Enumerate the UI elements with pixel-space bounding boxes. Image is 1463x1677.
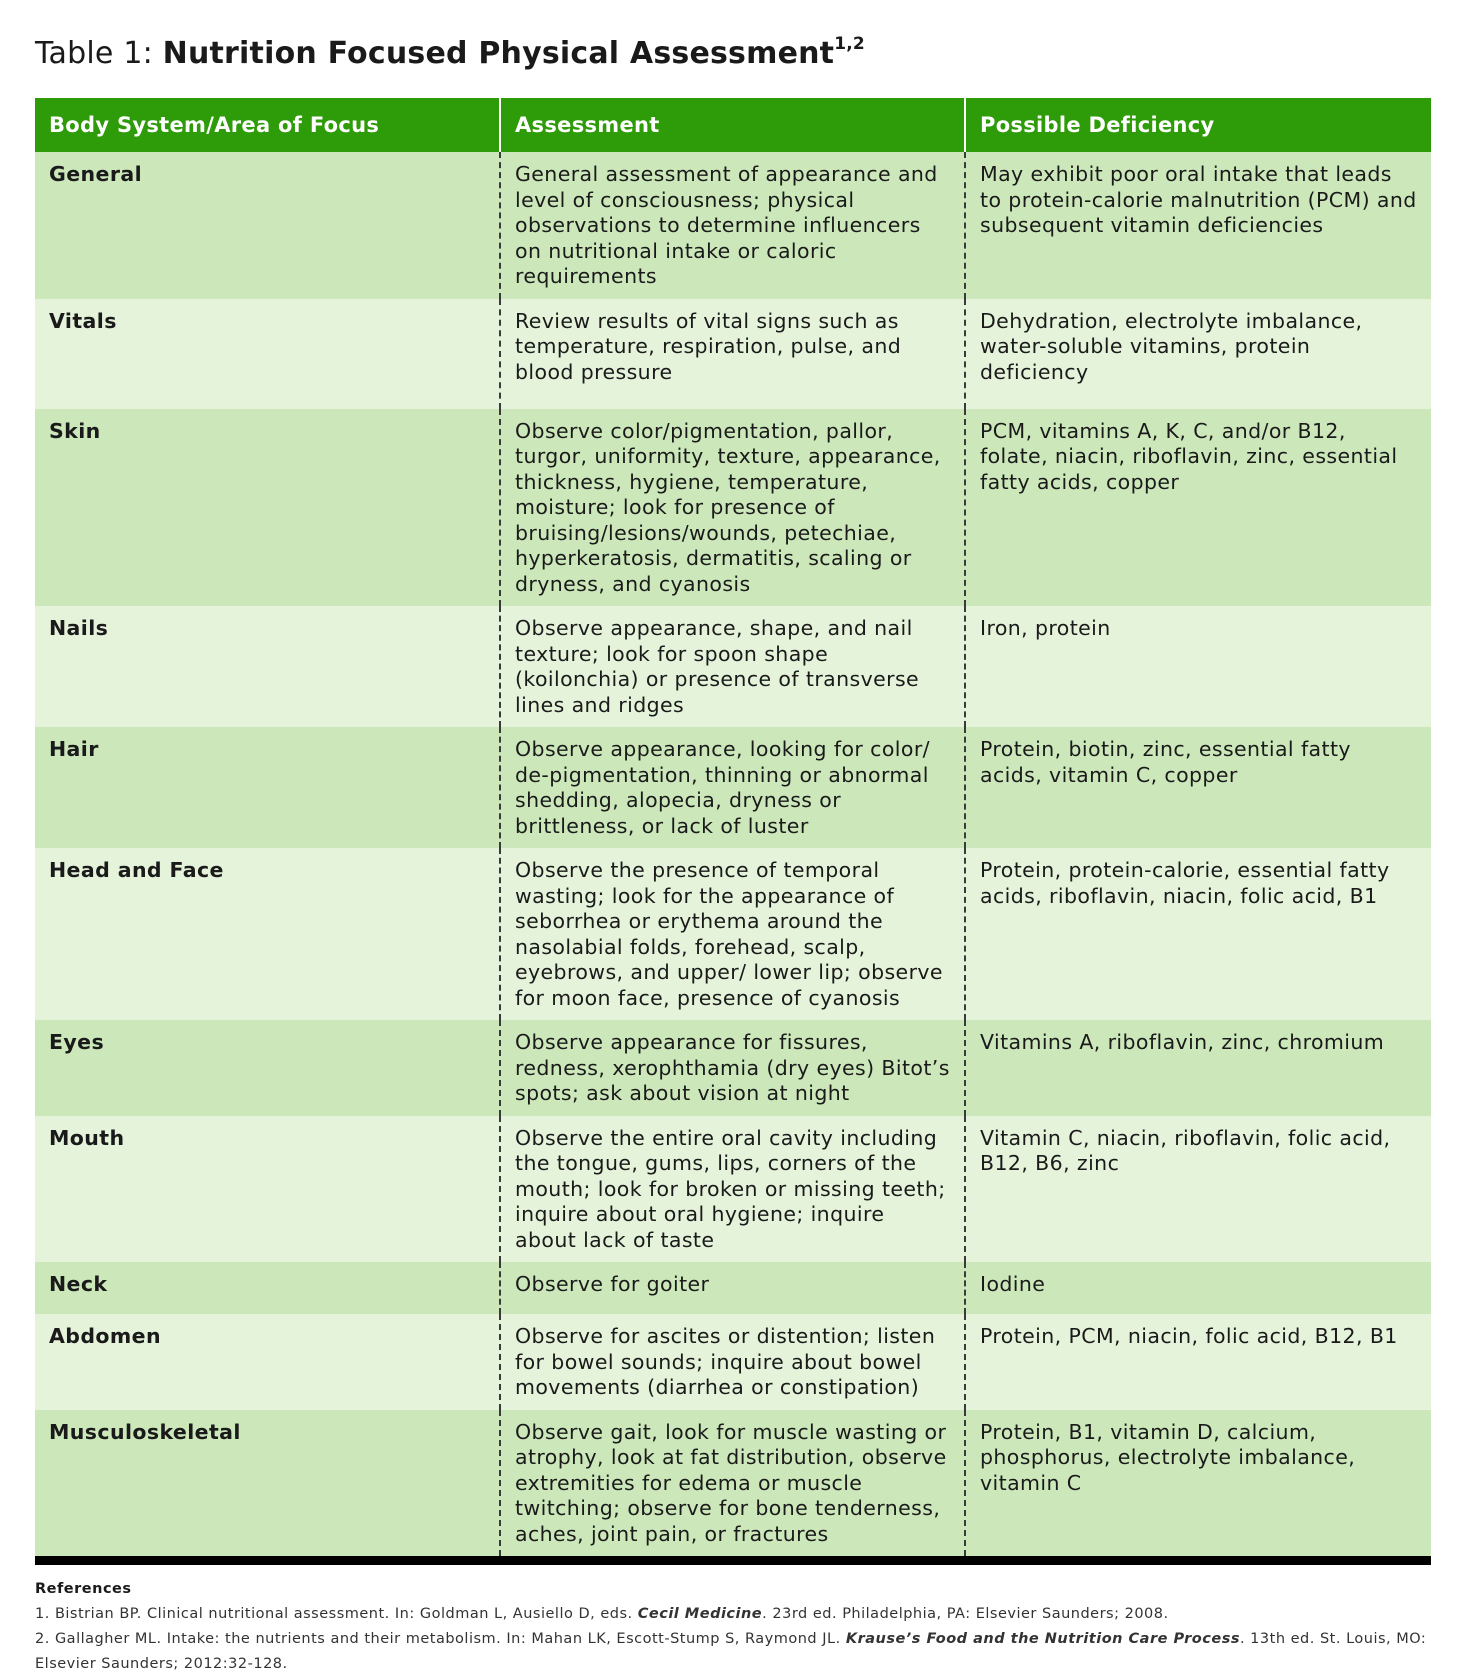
table-row — [35, 848, 1431, 1020]
page-title — [35, 34, 1431, 82]
area-cell: Eyes — [35, 1020, 500, 1116]
table-row — [35, 1410, 1431, 1561]
deficiency-cell: Protein, biotin, zinc, essential fatty acids, vitamin C, copper — [965, 727, 1431, 848]
assessment-cell: Observe for goiter — [500, 1262, 965, 1314]
assessment-cell: Observe color/pigmentation, pallor, turgor, uniformity, texture, appearance, thickness, hygiene, temperature, moisture; look for presence of bruising/lesions/wounds, petechiae, hyperkeratosis, dermatitis, scaling or dryness, and cyanosis — [500, 409, 965, 607]
area-cell: Head and Face — [35, 848, 500, 1020]
table-row — [35, 1262, 1431, 1314]
assessment-cell: Observe for ascites or distention; listen for bowel sounds; inquire about bowel movements (diarrhea or constipation) — [500, 1314, 965, 1410]
reference-text: 2. Gallagher ML. Intake: the nutrients and their metabolism. In: Mahan LK, Escott-Stump S, Raymond JL. — [35, 1631, 846, 1647]
header-deficiency: Possible Deficiency — [965, 98, 1431, 152]
reference-item — [35, 1627, 1431, 1677]
assessment-table — [35, 98, 1431, 1565]
references-section — [35, 1577, 1431, 1677]
references-heading: References — [35, 1581, 132, 1597]
deficiency-cell: PCM, vitamins A, K, C, and/or B12, folate, niacin, riboflavin, zinc, essential fatty acids, copper — [965, 409, 1431, 607]
table-row — [35, 1020, 1431, 1116]
area-cell: Abdomen — [35, 1314, 500, 1410]
assessment-cell: Observe appearance, looking for color/ de-pigmentation, thinning or abnormal shedding, alopecia, dryness or brittleness, or lack of luster — [500, 727, 965, 848]
header-assessment: Assessment — [500, 98, 965, 152]
reference-text: . 23rd ed. Philadelphia, PA: Elsevier Saunders; 2008. — [762, 1606, 1169, 1622]
assessment-cell: Observe the entire oral cavity including the tongue, gums, lips, corners of the mouth; look for broken or missing teeth; inquire about oral hygiene; inquire about lack of taste — [500, 1116, 965, 1263]
deficiency-cell: Vitamin C, niacin, riboflavin, folic acid, B12, B6, zinc — [965, 1116, 1431, 1263]
reference-title: Cecil Medicine — [637, 1606, 763, 1622]
title-superscript: 1,2 — [834, 34, 865, 54]
table-row — [35, 409, 1431, 607]
area-cell: Nails — [35, 606, 500, 727]
deficiency-cell: Dehydration, electrolyte imbalance, water-soluble vitamins, protein deficiency — [965, 299, 1431, 409]
deficiency-cell: Iodine — [965, 1262, 1431, 1314]
assessment-cell: Observe the presence of temporal wasting; look for the appearance of seborrhea or erythema around the nasolabial folds, forehead, scalp, eyebrows, and upper/ lower lip; observe for moon face, presence of cyanosis — [500, 848, 965, 1020]
area-cell: Skin — [35, 409, 500, 607]
assessment-cell: Review results of vital signs such as temperature, respiration, pulse, and blood pressure — [500, 299, 965, 409]
reference-text: . 13th ed. St. Louis, MO: Elsevier Saunders; 2012:32-128. — [35, 1631, 1427, 1672]
assessment-cell: General assessment of appearance and level of consciousness; physical observations to determine influencers on nutritional intake or caloric requirements — [500, 152, 965, 299]
table-header-row — [35, 98, 1431, 152]
area-cell: Vitals — [35, 299, 500, 409]
area-cell: Mouth — [35, 1116, 500, 1263]
deficiency-cell: Protein, B1, vitamin D, calcium, phosphorus, electrolyte imbalance, vitamin C — [965, 1410, 1431, 1561]
title-main: Nutrition Focused Physical Assessment — [162, 36, 835, 71]
area-cell: Musculoskeletal — [35, 1410, 500, 1561]
header-area: Body System/Area of Focus — [35, 98, 500, 152]
deficiency-cell: Iron, protein — [965, 606, 1431, 727]
table-row — [35, 152, 1431, 299]
table-row — [35, 606, 1431, 727]
reference-title: Krause’s Food and the Nutrition Care Process — [845, 1631, 1240, 1647]
reference-text: 1. Bistrian BP. Clinical nutritional assessment. In: Goldman L, Ausiello D, eds. — [35, 1606, 638, 1622]
reference-item — [35, 1602, 1431, 1627]
deficiency-cell: May exhibit poor oral intake that leads to protein-calorie malnutrition (PCM) and subsequent vitamin deficiencies — [965, 152, 1431, 299]
table-row — [35, 1116, 1431, 1263]
assessment-cell: Observe appearance, shape, and nail texture; look for spoon shape (koilonchia) or presence of transverse lines and ridges — [500, 606, 965, 727]
assessment-cell: Observe appearance for fissures, redness, xerophthamia (dry eyes) Bitot’s spots; ask about vision at night — [500, 1020, 965, 1116]
table-row — [35, 299, 1431, 409]
document-page — [35, 34, 1431, 1677]
assessment-cell: Observe gait, look for muscle wasting or atrophy, look at fat distribution, observe extremities for edema or muscle twitching; observe for bone tenderness, aches, joint pain, or fractures — [500, 1410, 965, 1561]
area-cell: Hair — [35, 727, 500, 848]
area-cell: General — [35, 152, 500, 299]
deficiency-cell: Protein, protein-calorie, essential fatty acids, riboflavin, niacin, folic acid, B1 — [965, 848, 1431, 1020]
deficiency-cell: Protein, PCM, niacin, folic acid, B12, B1 — [965, 1314, 1431, 1410]
deficiency-cell: Vitamins A, riboflavin, zinc, chromium — [965, 1020, 1431, 1116]
table-row — [35, 1314, 1431, 1410]
table-row — [35, 727, 1431, 848]
area-cell: Neck — [35, 1262, 500, 1314]
title-prefix: Table 1: — [35, 36, 163, 71]
